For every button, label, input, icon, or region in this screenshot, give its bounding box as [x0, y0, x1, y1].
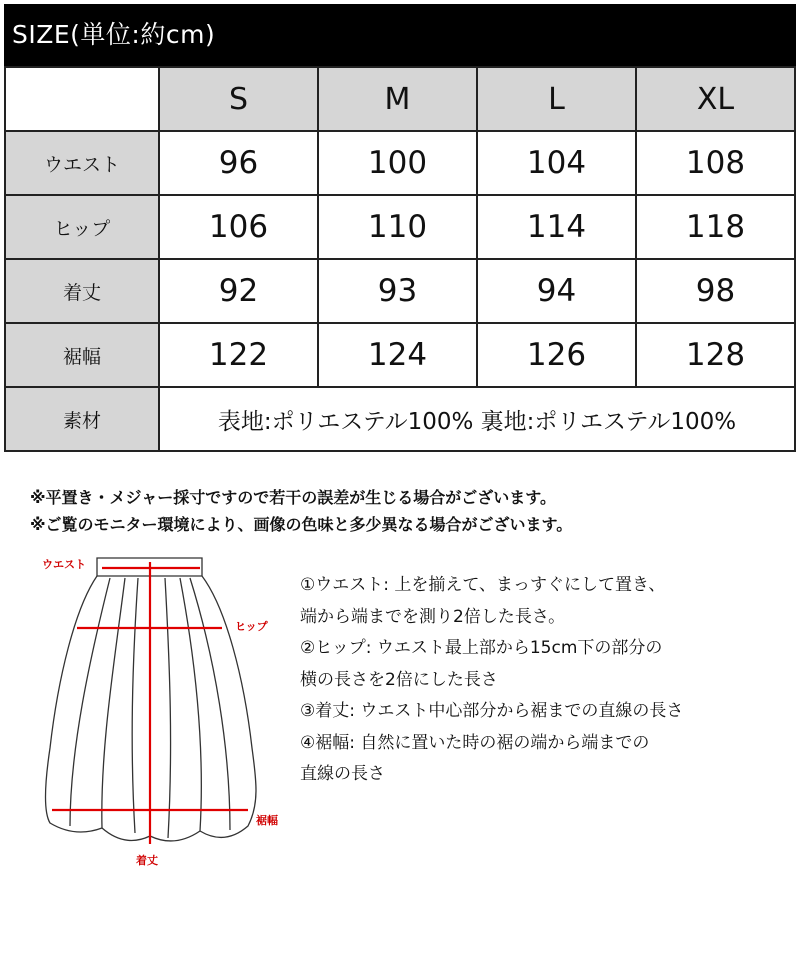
waist-label: ウエスト: [42, 558, 86, 571]
measurement-notes: [30, 484, 572, 538]
measurement-descriptions: [300, 570, 683, 791]
size-table: [4, 66, 796, 452]
table-cell: 122: [159, 323, 318, 387]
size-chart-title: SIZE(単位:約cm): [4, 4, 796, 66]
skirt-diagram: [30, 548, 290, 878]
table-row-hem: [5, 323, 795, 387]
table-cell: 93: [318, 259, 477, 323]
table-cell: 118: [636, 195, 795, 259]
row-label-hem: 裾幅: [5, 323, 159, 387]
description-line: 直線の長さ: [300, 764, 385, 784]
table-cell: 104: [477, 131, 636, 195]
size-m-header: M: [318, 67, 477, 131]
description-line: 横の長さを2倍にした長さ: [300, 669, 498, 690]
size-s-header: S: [159, 67, 318, 131]
hem-label: 裾幅: [256, 814, 278, 827]
table-cell: 128: [636, 323, 795, 387]
description-line: 端から端までを測り2倍した長さ。: [300, 606, 566, 627]
table-cell: 94: [477, 259, 636, 323]
table-row-waist: [5, 131, 795, 195]
table-cell: 106: [159, 195, 318, 259]
skirt-illustration: [30, 548, 290, 878]
description-line: ①ウエスト: 上を揃えて、まっすぐにして置き、: [300, 575, 666, 595]
table-cell: 110: [318, 195, 477, 259]
size-header-row: [5, 67, 795, 131]
size-l-header: L: [477, 67, 636, 131]
table-row-length: [5, 259, 795, 323]
description-line: ④裾幅: 自然に置いた時の裾の端から端までの: [300, 732, 650, 753]
row-label-waist: ウエスト: [5, 131, 159, 195]
description-line: ③着丈: ウエスト中心部分から裾までの直線の長さ: [300, 701, 684, 721]
row-label-material: 素材: [5, 387, 159, 451]
corner-cell: [5, 67, 159, 131]
size-xl-header: XL: [636, 67, 795, 131]
table-cell: 124: [318, 323, 477, 387]
table-cell: 92: [159, 259, 318, 323]
note-line: ※ご覧のモニター環境により、画像の色味と多少異なる場合がございます。: [30, 515, 573, 534]
table-row-hip: [5, 195, 795, 259]
row-label-length: 着丈: [5, 259, 159, 323]
note-line: ※平置き・メジャー採寸ですので若干の誤差が生じる場合がございます。: [30, 488, 556, 507]
row-label-hip: ヒップ: [5, 195, 159, 259]
length-label: 着丈: [136, 854, 158, 867]
table-cell: 100: [318, 131, 477, 195]
table-cell: 98: [636, 259, 795, 323]
table-cell: 96: [159, 131, 318, 195]
table-cell: 114: [477, 195, 636, 259]
description-line: ②ヒップ: ウエスト最上部から15cm下の部分の: [300, 638, 663, 658]
table-cell: 126: [477, 323, 636, 387]
hip-label: ヒップ: [235, 620, 268, 633]
table-cell: 108: [636, 131, 795, 195]
material-value: 表地:ポリエステル100% 裏地:ポリエステル100%: [159, 387, 795, 451]
table-row-material: [5, 387, 795, 451]
